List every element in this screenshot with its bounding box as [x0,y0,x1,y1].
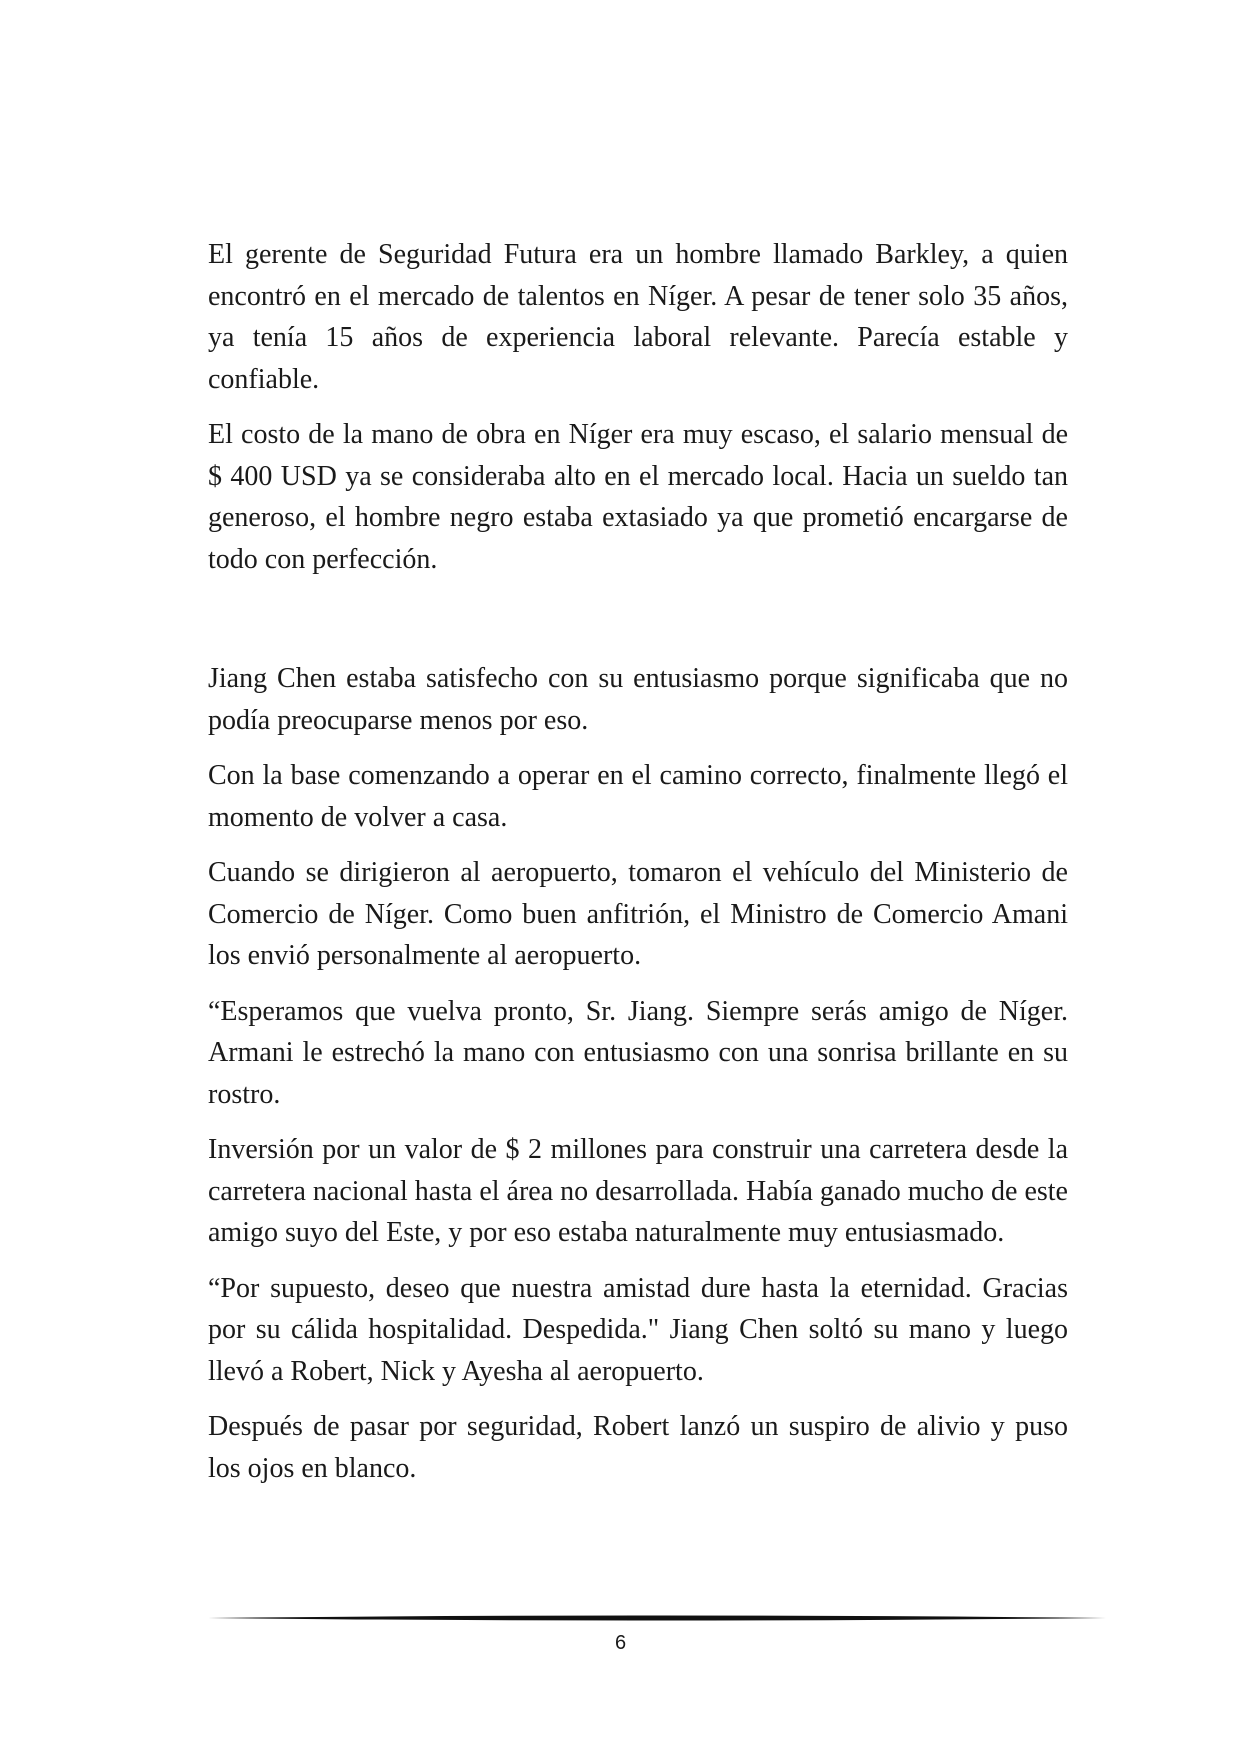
footer-divider [208,1612,1106,1624]
paragraph: “Por supuesto, deseo que nuestra amistad dure hasta la eternidad. Gracias por su cálida hospitalidad. Despedida." Jiang Chen soltó su mano y luego llevó a Robert, Nick y Ayesha al aeropuerto. [208,1272,1068,1387]
paragraph: Jiang Chen estaba satisfecho con su entusiasmo porque significaba que no podía preocuparse menos por eso. [208,663,1068,736]
paragraph: El costo de la mano de obra en Níger era muy escaso, el salario mensual de $ 400 USD ya se consideraba alto en el mercado local. Hacia un sueldo tan generoso, el hombre negro estaba extasiado ya que prometió encargarse de todo con perfección. [208,419,1068,575]
page-number: 6 [614,1632,627,1654]
paragraph: Después de pasar por seguridad, Robert lanzó un suspiro de alivio y puso los ojos en blanco. [208,1411,1068,1484]
paragraph: El gerente de Seguridad Futura era un hombre llamado Barkley, a quien encontró en el mercado de talentos en Níger. A pesar de tener solo 35 años, ya tenía 15 años de experiencia laboral relevante. Parecía estable y confiable. [208,239,1068,395]
paragraph: Cuando se dirigieron al aeropuerto, tomaron el vehículo del Ministerio de Comercio de Níger. Como buen anfitrión, el Ministro de Comercio Amani los envió personalmente al aeropuerto. [208,857,1068,971]
page-body [208,234,1068,1503]
paragraph: “Esperamos que vuelva pronto, Sr. Jiang. Siempre serás amigo de Níger. Armani le estrechó la mano con entusiasmo con una sonrisa brillante en su rostro. [208,995,1068,1110]
paragraph: Con la base comenzando a operar en el camino correcto, finalmente llegó el momento de volver a casa. [208,760,1068,833]
paragraph: Inversión por un valor de $ 2 millones para construir una carretera desde la carretera nacional hasta el área no desarrollada. Había ganado mucho de este amigo suyo del Este, y por eso estaba naturalmente muy entusiasmado. [208,1134,1068,1248]
